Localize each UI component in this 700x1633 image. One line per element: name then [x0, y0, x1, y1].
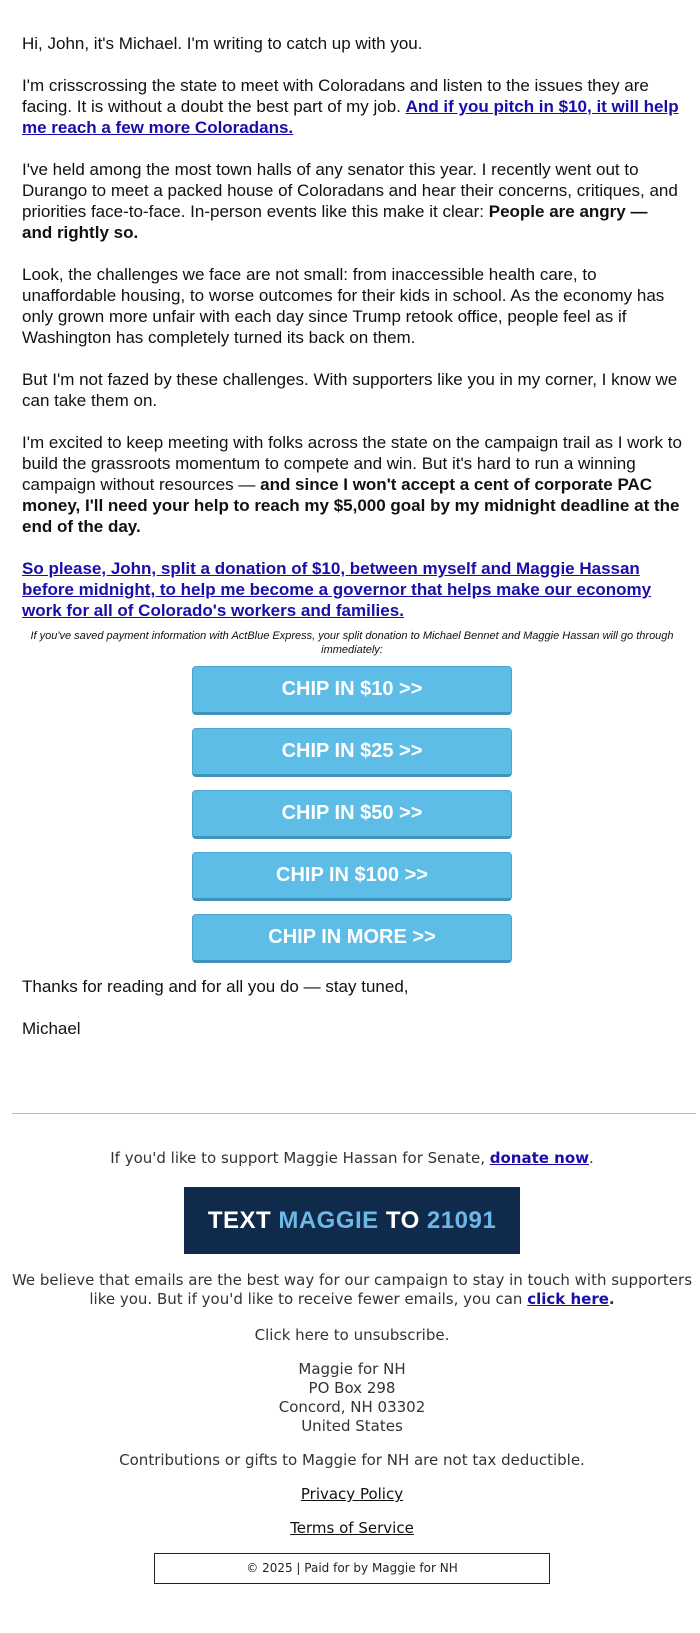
support-line	[10, 1149, 694, 1168]
tax-disclaimer: Contributions or gifts to Maggie for NH are not tax deductible.	[119, 1451, 585, 1469]
address-line: Concord, NH 03302	[278, 1398, 426, 1416]
address-line: PO Box 298	[308, 1379, 396, 1397]
greeting-paragraph: Hi, John, it's Michael. I'm writing to catch up with you.	[22, 34, 423, 53]
fewer-emails-line	[10, 1271, 694, 1309]
terms-of-service-link[interactable]: Terms of Service	[290, 1519, 414, 1537]
paragraph-challenges: Look, the challenges we face are not small: from inaccessible health care, to unaffordable housing, to worse outcomes for their kids in school. As the economy has only grown more unfair with each day since Trump retook office, people feel as if Washington has completely turned its back on them.	[22, 265, 665, 347]
fewer-emails-link[interactable]: click here	[527, 1290, 609, 1308]
banner-text-word: TEXT	[207, 1207, 272, 1234]
banner-name: MAGGIE	[278, 1207, 379, 1234]
address-line: Maggie for NH	[298, 1360, 406, 1378]
support-period: .	[589, 1149, 594, 1167]
actblue-fineprint: If you've saved payment information with ActBlue Express, your split donation to Michael Bennet and Maggie Hassan will go through immediately:	[30, 630, 674, 656]
unsubscribe-link[interactable]: Click here to unsubscribe.	[254, 1326, 450, 1344]
donation-buttons	[22, 666, 682, 976]
paragraph-campaign-trail	[22, 432, 682, 537]
signature: Michael	[22, 1019, 81, 1038]
split-donation-link[interactable]: So please, John, split a donation of $10, between myself and Maggie Hassan before midnight, to help me become a governor that helps make our economy work for all of Colorado's workers and families.	[22, 559, 652, 620]
privacy-policy-link[interactable]: Privacy Policy	[300, 1485, 404, 1503]
bold-statement: People are angry — and rightly so.	[22, 202, 648, 242]
footer	[10, 1149, 694, 1584]
fewer-emails-text: We believe that emails are the best way for our campaign to stay in touch with supporters like you. But if you'd like to receive fewer emails, you can	[11, 1271, 693, 1308]
paragraph-text: I've held among the most town halls of any senator this year. I recently went out to Durango to meet a packed house of Coloradans and hear their concerns, critiques, and priorities face-to-face. In-person events like this make it clear:	[22, 160, 678, 221]
paragraph-split-donation	[22, 558, 682, 621]
chip-in-50-button[interactable]: CHIP IN $50 >>	[192, 790, 512, 839]
paragraph-text: I'm crisscrossing the state to meet with Coloradans and listen to the issues they are facing. It is without a doubt the best part of my job.	[22, 76, 649, 116]
paragraph-crisscrossing	[22, 75, 682, 138]
paragraph-text: I'm excited to keep meeting with folks across the state on the campaign trail as I work to build the grassroots momentum to compete and win. But it's hard to run a winning campaign without resources —	[22, 433, 682, 494]
chip-in-more-button[interactable]: CHIP IN MORE >>	[192, 914, 512, 963]
email-body	[22, 33, 682, 1060]
paid-for-by-box: © 2025 | Paid for by Maggie for NH	[154, 1553, 550, 1584]
fewer-emails-period: .	[608, 1290, 615, 1308]
chip-in-10-button[interactable]: CHIP IN $10 >>	[192, 666, 512, 715]
pitch-in-10-link[interactable]: And if you pitch in $10, it will help me reach a few more Coloradans.	[22, 97, 679, 137]
chip-in-25-button[interactable]: CHIP IN $25 >>	[192, 728, 512, 777]
banner-to-word: TO	[385, 1207, 420, 1234]
text-maggie-banner[interactable]	[184, 1187, 520, 1254]
banner-number: 21091	[426, 1207, 497, 1234]
bold-statement: and since I won't accept a cent of corporate PAC money, I'll need your help to reach my $5,000 goal by my midnight deadline at the end of the day.	[22, 475, 680, 536]
paragraph-not-fazed: But I'm not fazed by these challenges. With supporters like you in my corner, I know we can take them on.	[22, 370, 678, 410]
paragraph-town-halls	[22, 159, 682, 243]
donate-now-link[interactable]: donate now	[489, 1149, 589, 1167]
address-line: United States	[301, 1417, 403, 1435]
support-text: If you'd like to support Maggie Hassan for Senate,	[110, 1149, 490, 1167]
closing-line: Thanks for reading and for all you do — stay tuned,	[22, 977, 409, 996]
chip-in-100-button[interactable]: CHIP IN $100 >>	[192, 852, 512, 901]
footer-divider	[12, 1113, 696, 1114]
